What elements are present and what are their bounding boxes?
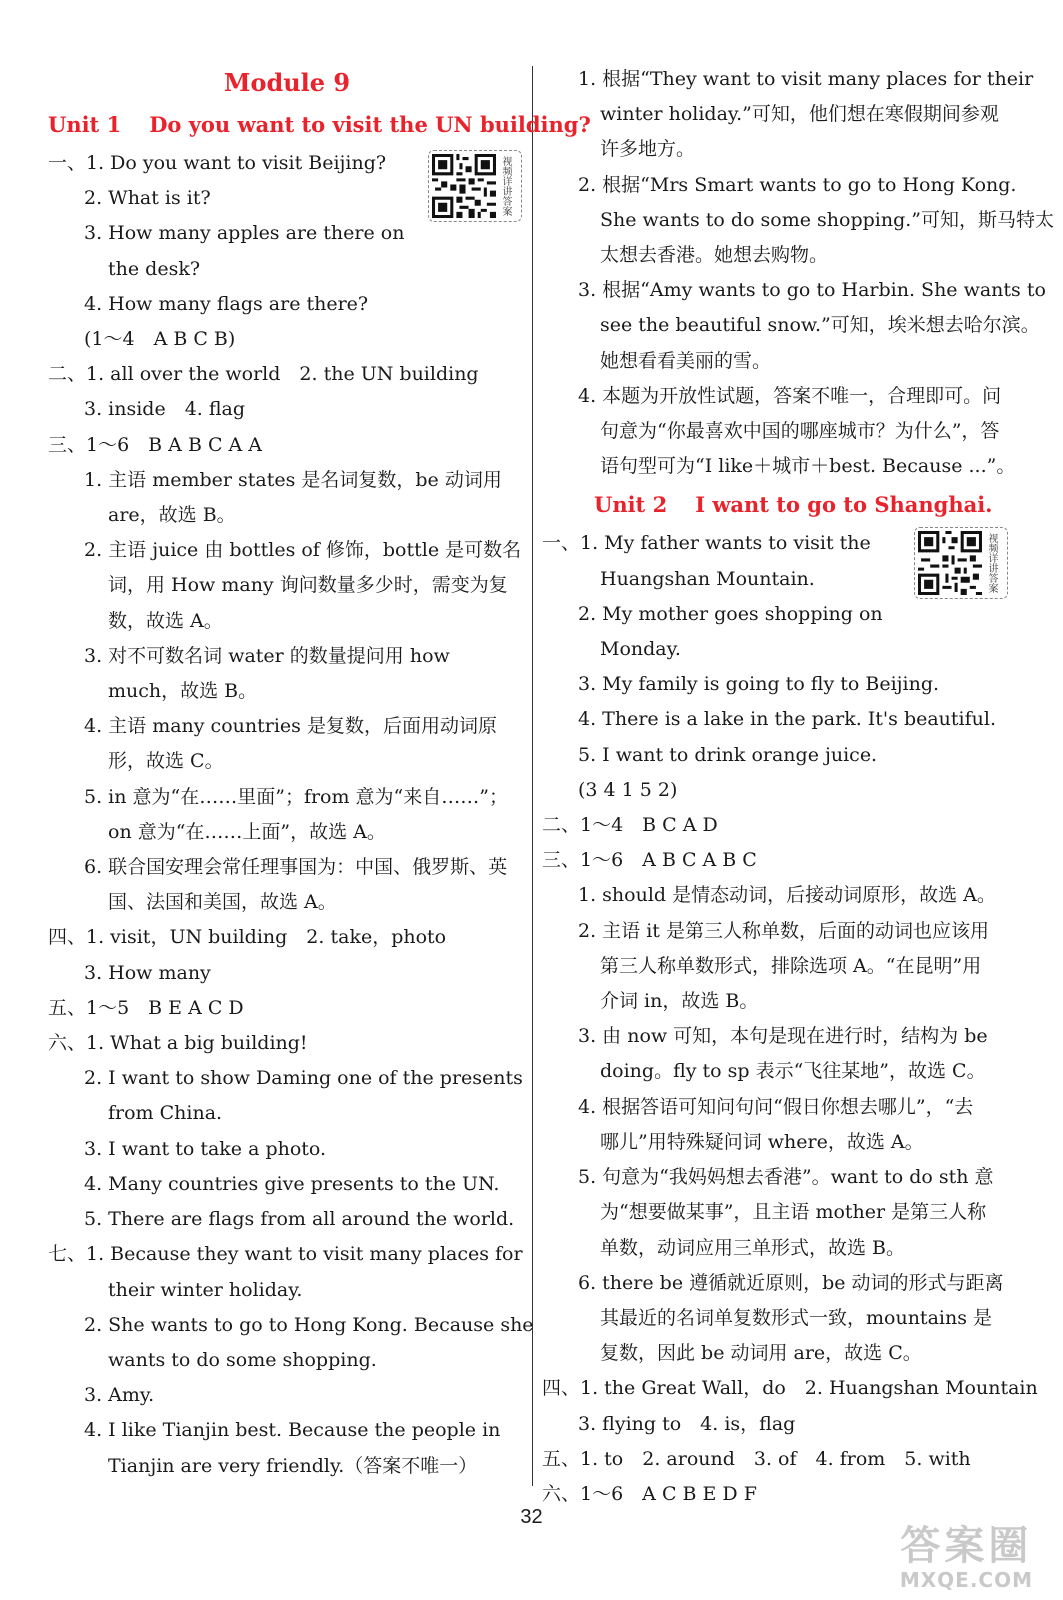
answer-line: 3. flying to 4. is，flag (578, 1412, 796, 1435)
answer-line: 1. 根据“They want to visit many places for their (578, 68, 1034, 90)
unit2-heading (542, 484, 1020, 526)
answer-line: 2. What is it? (84, 187, 211, 210)
answer-line: 三、1～6 A B C A B C (542, 849, 757, 872)
answer-line: 二、1～4 B C A D (542, 814, 718, 837)
answer-line: 七、1. Because they want to visit many places for (48, 1243, 523, 1266)
right-answer-list (542, 526, 1038, 1512)
answer-line: on 意为“在……上面”，故选 A。 (108, 820, 386, 843)
answer-line: doing。fly to sp 表示“飞往某地”，故选 C。 (600, 1060, 986, 1083)
answer-line: 3. How many apples are there on (84, 222, 405, 245)
answer-line: 五、1. to 2. around 3. of 4. from 5. with (542, 1447, 971, 1470)
answer-line: 四、1. visit，UN building 2. take，photo (48, 926, 447, 949)
answer-line: 4. Many countries give presents to the UN. (84, 1172, 500, 1195)
answer-line: 四、1. the Great Wall，do 2. Huangshan Mountain (542, 1377, 1038, 1400)
answer-line: 3. 根据“Amy wants to go to Harbin. She wants to (578, 279, 1046, 302)
answer-line: 为“想要做某事”，且主语 mother 是第三人称 (600, 1201, 987, 1224)
answer-line: 国、法国和美国，故选 A。 (108, 891, 337, 914)
answer-line: 3. inside 4. flag (84, 398, 246, 421)
answer-line: their winter holiday. (108, 1278, 303, 1301)
answer-line: 句意为“你最喜欢中国的哪座城市？为什么”，答 (600, 420, 1000, 443)
unit2-title: I want to go to Shanghai. (695, 492, 993, 518)
unit1-title: Do you want to visit the UN building? (149, 112, 591, 137)
answer-line: 4. How many flags are there? (84, 292, 369, 315)
answer-line: 6. there be 遵循就近原则，be 动词的形式与距离 (578, 1271, 1004, 1294)
answer-line: 3. 由 now 可知，本句是现在进行时，结构为 be (578, 1025, 988, 1048)
answer-line: Huangshan Mountain. (600, 567, 815, 590)
answer-line: 3. My family is going to fly to Beijing. (578, 673, 940, 696)
answer-line: 4. There is a lake in the park. It's beautiful. (578, 708, 997, 731)
answer-line: much，故选 B。 (108, 680, 258, 703)
answer-line: She wants to do some shopping.”可知，斯马特太 (600, 208, 1055, 231)
answer-line: 哪儿”用特殊疑问词 where，故选 A。 (600, 1130, 924, 1153)
qr-code-unit2[interactable] (914, 527, 1008, 599)
answer-line: 词，用 How many 询问数量多少时，需变为复 (108, 574, 508, 597)
unit1-heading (48, 104, 591, 146)
answer-line: 2. 主语 it 是第三人称单数，后面的动词也应该用 (578, 919, 989, 942)
answer-line: 复数，因此 be 动词用 are，故选 C。 (600, 1342, 922, 1365)
answer-line: (1～4 A B C B) (84, 328, 236, 351)
qr-code-icon (918, 531, 982, 595)
answer-line: 4. 主语 many countries 是复数，后面用动词原 (84, 715, 497, 738)
answer-line: 介词 in，故选 B。 (600, 990, 759, 1013)
module-title: Module 9 (223, 68, 351, 97)
answer-line: 数，故选 A。 (108, 609, 223, 632)
answer-line: 六、1. What a big building! (48, 1032, 308, 1055)
answer-line: (3 4 1 5 2) (578, 778, 678, 801)
answer-line: 4. I like Tianjin best. Because the people in (84, 1419, 501, 1442)
right-column (542, 62, 1055, 1512)
answer-line: 3. Amy. (84, 1384, 155, 1407)
answer-line: Tianjin are very friendly.（答案不唯一） (108, 1454, 478, 1477)
unit1-label: Unit 1 (48, 112, 122, 137)
answer-line: the desk? (108, 257, 201, 280)
column-divider (532, 66, 533, 1486)
answer-line: 5. in 意为“在……里面”；from 意为“来自……”； (84, 785, 508, 808)
answer-line: 6. 联合国安理会常任理事国为：中国、俄罗斯、英 (84, 856, 508, 879)
answer-line: 三、1～6 B A B C A A (48, 433, 263, 456)
answer-line: see the beautiful snow.”可知，埃米想去哈尔滨。 (600, 314, 1040, 337)
answer-line: 太想去香港。她想去购物。 (600, 244, 829, 267)
answer-line: 她想看看美丽的雪。 (600, 349, 772, 372)
answer-line: 4. 根据答语可知问句问“假日你想去哪儿”，“去 (578, 1095, 974, 1118)
answer-line: 五、1～5 B E A C D (48, 996, 244, 1019)
left-column (48, 62, 591, 1484)
answer-line: 2. I want to show Daming one of the presents (84, 1067, 523, 1090)
answer-line: 5. 句意为“我妈妈想去香港”。want to do sth 意 (578, 1166, 994, 1189)
left-answer-list (48, 146, 534, 1484)
qr-code-icon (432, 154, 496, 218)
answer-line: 2. My mother goes shopping on (578, 602, 883, 625)
answer-line: Monday. (600, 638, 681, 661)
unit2-label: Unit 2 (594, 492, 668, 518)
answer-line: 1. 主语 member states 是名词复数，be 动词用 (84, 468, 502, 491)
answer-line: 2. 根据“Mrs Smart wants to go to Hong Kong. (578, 173, 1017, 196)
watermark-logo (900, 1524, 1033, 1592)
page-number: 32 (520, 1506, 543, 1528)
answer-line: 单数，动词应用三单形式，故选 B。 (600, 1236, 906, 1259)
answer-line: 语句型可为“I like＋城市＋best. Because ...”。 (600, 455, 1016, 478)
answer-line: 第三人称单数形式，排除选项 A。“在昆明”用 (600, 954, 982, 977)
answer-line: 3. 对不可数名词 water 的数量提问用 how (84, 644, 450, 667)
answer-line: 一、1. Do you want to visit Beijing? (48, 152, 387, 174)
answer-line: 六、1～6 A C B E D F (542, 1482, 757, 1505)
answer-line: 许多地方。 (600, 138, 696, 161)
answer-line: 形，故选 C。 (108, 750, 224, 773)
answer-line: 2. 主语 juice 由 bottles of 修饰，bottle 是可数名 (84, 539, 522, 562)
answer-line: 一、1. My father wants to visit the (542, 532, 871, 555)
answer-line: wants to do some shopping. (108, 1348, 377, 1371)
answer-line: 3. I want to take a photo. (84, 1137, 327, 1160)
answer-line: 3. How many (84, 961, 211, 984)
qr-code-unit1[interactable] (428, 150, 522, 222)
answer-line: 5. There are flags from all around the world. (84, 1208, 515, 1231)
watermark-title: 答案圈 (900, 1523, 1033, 1569)
answer-line: 二、1. all over the world 2. the UN building (48, 363, 479, 386)
qr-caption: 视频详讲答案 (986, 533, 997, 593)
answer-line: 2. She wants to go to Hong Kong. Because she (84, 1313, 534, 1336)
answer-line: 4. 本题为开放性试题，答案不唯一，合理即可。问 (578, 384, 1002, 407)
right-explanations-list (542, 62, 1055, 484)
answer-line: winter holiday.”可知，他们想在寒假期间参观 (600, 103, 999, 126)
answer-line: are，故选 B。 (108, 504, 236, 527)
answer-line: 5. I want to drink orange juice. (578, 743, 878, 766)
answer-line: from China. (108, 1102, 223, 1125)
qr-caption: 视频详讲答案 (500, 156, 511, 216)
watermark-url: MXQE.COM (899, 1568, 1033, 1592)
answer-line: 其最近的名词单复数形式一致，mountains 是 (600, 1306, 992, 1329)
answer-line: 1. should 是情态动词，后接动词原形，故选 A。 (578, 884, 996, 907)
